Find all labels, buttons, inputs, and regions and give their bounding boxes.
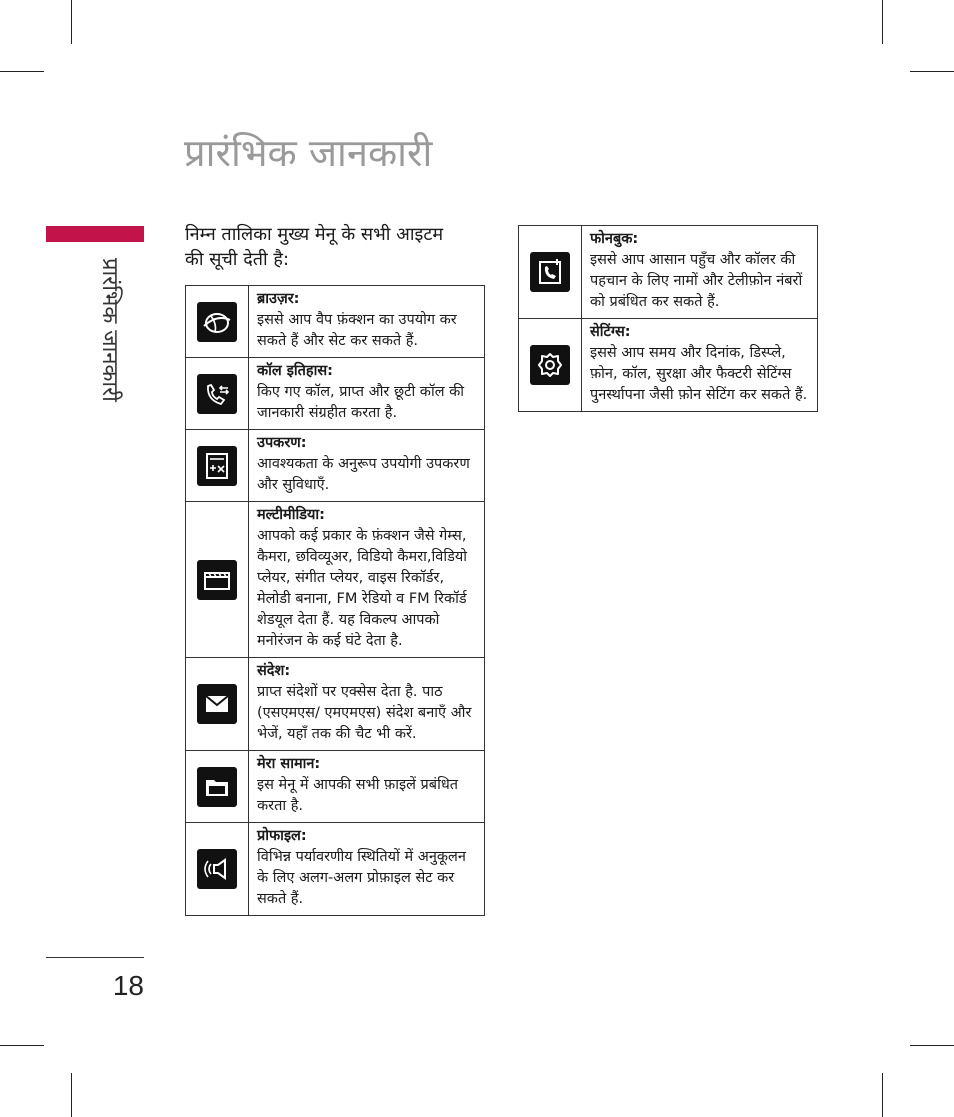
table-row (186, 430, 485, 502)
menu-item-name: उपकरण: (257, 435, 307, 451)
table-row (186, 358, 485, 430)
table-row (186, 658, 485, 751)
folder-icon (197, 767, 237, 807)
menu-item-description: आवश्यकता के अनुरूप उपयोगी उपकरण और सुविधाएँ. (257, 456, 470, 493)
menu-item-description: इससे आप समय और दिनांक, डिस्प्ले, फ़ोन, कॉल, सुरक्षा और फैक्टरी सेटिंग्स पुनर्स्थापना जैसी फ़ोन सेटिंग कर सकते हैं. (590, 345, 808, 403)
intro-text: निम्न तालिका मुख्य मेनू के सभी आइटम की सूची देती है: (185, 224, 444, 270)
clapperboard-icon (197, 560, 237, 600)
crop-mark (882, 1073, 883, 1117)
menu-item-name: सेटिंग्स: (590, 324, 631, 340)
crop-mark (0, 1045, 44, 1046)
menu-item-description: इस मेनू में आपकी सभी फ़ाइलें प्रबंधित करता है. (257, 777, 459, 814)
menu-item-description: प्राप्त संदेशों पर एक्सेस देता है. पाठ (एसएमएस/ एमएमएस) संदेश बनाएँ और भेजें, यहाँ तक की चैट भी करें. (257, 684, 472, 742)
menu-item-name: ब्राउज़र: (257, 291, 300, 307)
speaker-icon (197, 849, 237, 889)
call-log-icon (197, 374, 237, 414)
menu-item-name: प्रोफाइल: (257, 828, 307, 844)
table-row (186, 502, 485, 658)
side-section-label: प्रारंभिक जानकारी (97, 258, 122, 402)
menu-item-description: आपको कई प्रकार के फ़ंक्शन जैसे गेम्स, कैमरा, छविव्यूअर, विडियो कैमरा,विडियो प्लेयर, संगीत प्लेयर, वाइस रिकॉर्डर, मेलोडी बनाना, FM रेडियो व FM रिकॉर्ड शेडयूल देता हैं. यह विकल्प आपको मनोरंजन के कई घंटे देता है. (257, 528, 467, 649)
crop-mark (71, 0, 72, 44)
crop-mark (910, 71, 954, 72)
globe-icon (197, 302, 237, 342)
phonebook-icon (530, 252, 570, 292)
crop-mark (910, 1045, 954, 1046)
menu-item-description: विभिन्न पर्यावरणीय स्थितियों में अनुकूलन के लिए अलग-अलग प्रोफ़ाइल सेट कर सकते हैं. (257, 849, 466, 907)
table-row (519, 319, 818, 412)
crop-mark (0, 71, 44, 72)
page-title: प्रारंभिक जानकारी (184, 131, 433, 175)
menu-table-right (518, 225, 818, 412)
menu-item-description: इससे आप वैप फ़ंक्शन का उपयोग कर सकते हैं और सेट कर सकते हैं. (257, 312, 457, 349)
page-number: 18 (112, 970, 144, 1001)
table-row (186, 751, 485, 823)
menu-item-description: किए गए कॉल, प्राप्त और छूटी कॉल की जानकारी संग्रहीत करता है. (257, 384, 465, 421)
menu-item-name: फोनबुक: (590, 231, 639, 247)
gear-icon (530, 345, 570, 385)
crop-mark (71, 1073, 72, 1117)
calculator-icon (197, 446, 237, 486)
menu-item-name: कॉल इतिहास: (257, 363, 333, 379)
menu-item-name: संदेश: (257, 663, 291, 679)
menu-item-name: मेरा सामान: (257, 756, 321, 772)
table-row (186, 286, 485, 358)
crop-mark (882, 0, 883, 44)
table-row (519, 226, 818, 319)
menu-table-left (185, 285, 485, 916)
section-accent-bar (46, 226, 144, 242)
menu-item-description: इससे आप आसान पहुँच और कॉलर की पहचान के लिए नामों और टेलीफ़ोन नंबरों को प्रबंधित कर सकते हैं. (590, 252, 803, 310)
footer-rule (46, 957, 144, 958)
menu-item-name: मल्टीमीडिया: (257, 507, 325, 523)
envelope-icon (197, 684, 237, 724)
table-row (186, 823, 485, 916)
